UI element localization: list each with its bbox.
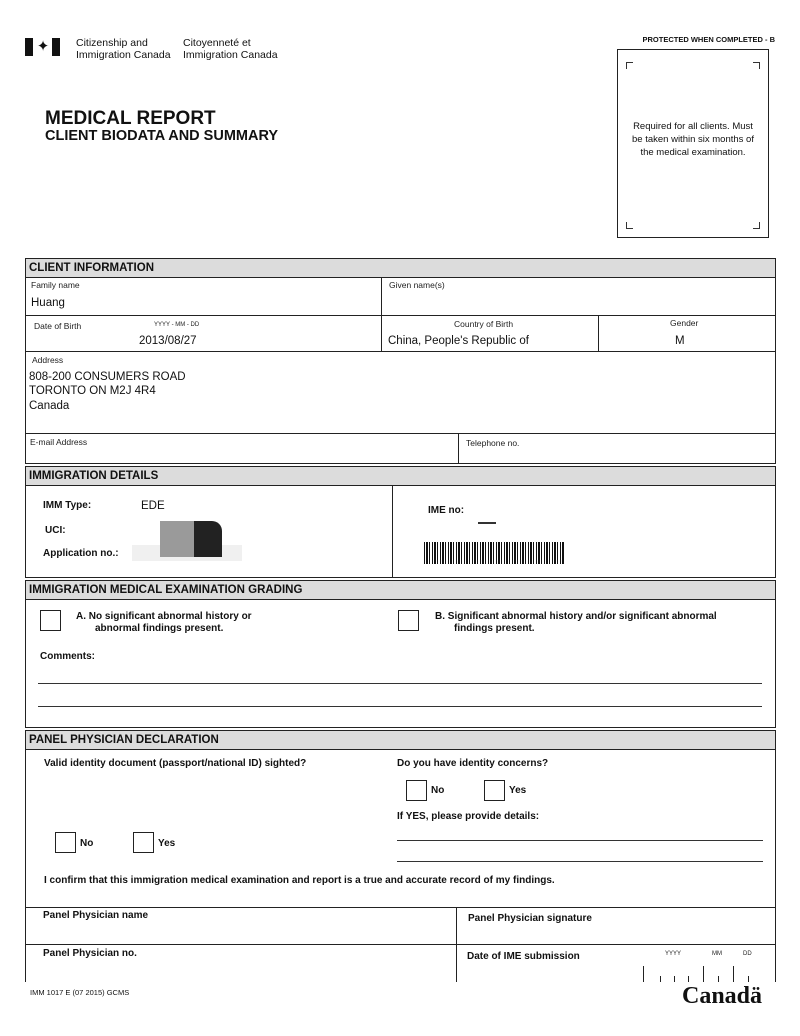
details-label: If YES, please provide details: xyxy=(397,811,540,822)
dept-en-line2: Immigration Canada xyxy=(76,49,171,61)
gender-field[interactable] xyxy=(598,315,776,352)
dept-en-line1: Citizenship and xyxy=(76,37,148,49)
grading-b-label-2: findings present. xyxy=(454,623,535,634)
address-line2: TORONTO ON M2J 4R4 xyxy=(29,385,156,397)
id-no-label: No xyxy=(80,838,94,849)
barcode-icon xyxy=(424,542,564,564)
country-value: China, People's Republic of xyxy=(388,335,529,347)
details-line[interactable] xyxy=(397,861,763,862)
date-tick xyxy=(660,976,661,982)
imm-type-label: IMM Type: xyxy=(43,500,92,511)
address-label: Address xyxy=(32,355,64,365)
date-tick xyxy=(718,976,719,982)
protected-label: PROTECTED WHEN COMPLETED - B xyxy=(642,35,775,44)
photo-corner xyxy=(626,222,633,229)
grading-b-checkbox[interactable] xyxy=(398,610,419,631)
grading-a-label-1: A. No significant abnormal history or xyxy=(76,611,252,622)
canada-wordmark: Canadä xyxy=(682,983,763,1009)
telephone-field[interactable] xyxy=(458,433,776,464)
photo-corner xyxy=(753,222,760,229)
physician-signature-label: Panel Physician signature xyxy=(468,913,592,924)
concern-no-label: No xyxy=(431,785,445,796)
concern-yes-label: Yes xyxy=(509,785,527,796)
immigration-details-header: IMMIGRATION DETAILS xyxy=(25,466,776,486)
comments-label: Comments: xyxy=(40,651,96,662)
details-line[interactable] xyxy=(397,840,763,841)
form-title: MEDICAL REPORT xyxy=(45,108,216,129)
physician-name-label: Panel Physician name xyxy=(43,910,149,921)
grading-b-label-1: B. Significant abnormal history and/or significant abnormal xyxy=(435,611,717,622)
dob-field[interactable] xyxy=(25,315,382,352)
form-subtitle: CLIENT BIODATA AND SUMMARY xyxy=(45,128,279,144)
date-tick xyxy=(674,976,675,982)
grading-header: IMMIGRATION MEDICAL EXAMINATION GRADING xyxy=(25,580,776,600)
physician-no-field[interactable] xyxy=(25,944,457,982)
photo-corner xyxy=(753,62,760,69)
declaration-header: PANEL PHYSICIAN DECLARATION xyxy=(25,730,776,750)
photo-box xyxy=(617,49,769,238)
family-name-field[interactable] xyxy=(25,277,382,316)
date-tick xyxy=(643,966,644,982)
address-field[interactable] xyxy=(25,351,776,434)
id-question: Valid identity document (passport/national ID) sighted? xyxy=(44,758,307,769)
redaction-block xyxy=(160,521,194,557)
immigration-right-panel xyxy=(392,485,776,578)
email-field[interactable] xyxy=(25,433,459,464)
dept-fr-line1: Citoyenneté et xyxy=(183,37,251,49)
email-label: E-mail Address xyxy=(30,437,88,447)
dob-value: 2013/08/27 xyxy=(139,335,197,347)
grading-a-label-2: abnormal findings present. xyxy=(95,623,224,634)
date-tick xyxy=(703,966,704,982)
maple-leaf-icon: ✦ xyxy=(36,38,50,55)
concern-no-checkbox[interactable] xyxy=(406,780,427,801)
family-name-label: Family name xyxy=(31,280,80,290)
date-yyyy-hint: YYYY xyxy=(665,951,682,957)
address-line3: Canada xyxy=(29,400,70,412)
id-yes-checkbox[interactable] xyxy=(133,832,154,853)
flag-bar-left xyxy=(25,38,33,56)
client-info-header: CLIENT INFORMATION xyxy=(25,258,776,278)
date-mm-hint: MM xyxy=(712,951,722,957)
physician-signature-field[interactable] xyxy=(456,907,776,945)
grading-a-checkbox[interactable] xyxy=(40,610,61,631)
id-yes-label: Yes xyxy=(158,838,176,849)
form-id: IMM 1017 E (07 2015) GCMS xyxy=(30,988,130,997)
physician-name-field[interactable] xyxy=(25,907,457,945)
flag-bar-right xyxy=(52,38,60,56)
imm-type-value: EDE xyxy=(141,500,165,512)
ime-date-field[interactable] xyxy=(456,944,776,982)
uci-label: UCI: xyxy=(45,525,66,536)
family-name-value: Huang xyxy=(31,297,65,309)
application-no-label: Application no.: xyxy=(43,548,119,559)
comments-line[interactable] xyxy=(38,683,762,684)
gender-label: Gender xyxy=(670,318,699,328)
redaction-block xyxy=(194,521,222,557)
telephone-label: Telephone no. xyxy=(466,438,520,448)
date-dd-hint: DD xyxy=(743,951,752,957)
photo-note: Required for all clients. Must be taken within six months of the medical examination. xyxy=(632,121,754,158)
address-line1: 808-200 CONSUMERS ROAD xyxy=(29,371,186,383)
gender-value: M xyxy=(675,335,685,347)
ime-no-label: IME no: xyxy=(428,505,465,516)
country-of-birth-field[interactable] xyxy=(381,315,599,352)
dob-label: Date of Birth xyxy=(34,321,82,331)
concern-yes-checkbox[interactable] xyxy=(484,780,505,801)
canada-flag-icon xyxy=(25,38,61,56)
dob-format-hint: YYYY - MM - DD xyxy=(154,322,200,328)
concern-question: Do you have identity concerns? xyxy=(397,758,549,769)
given-names-field[interactable] xyxy=(381,277,776,316)
photo-corner xyxy=(626,62,633,69)
comments-line[interactable] xyxy=(38,706,762,707)
dept-name-en xyxy=(76,37,171,61)
country-label: Country of Birth xyxy=(454,319,514,329)
id-no-checkbox[interactable] xyxy=(55,832,76,853)
given-names-label: Given name(s) xyxy=(389,280,445,290)
dept-name-fr xyxy=(183,37,278,61)
date-tick xyxy=(748,976,749,982)
date-tick xyxy=(688,976,689,982)
physician-no-label: Panel Physician no. xyxy=(43,948,137,959)
date-tick xyxy=(733,966,734,982)
ime-no-redaction xyxy=(478,522,496,524)
dept-fr-line2: Immigration Canada xyxy=(183,49,278,61)
confirm-statement: I confirm that this immigration medical examination and report is a true and accurate record of my findings. xyxy=(44,875,555,886)
ime-date-label: Date of IME submission xyxy=(467,951,580,962)
